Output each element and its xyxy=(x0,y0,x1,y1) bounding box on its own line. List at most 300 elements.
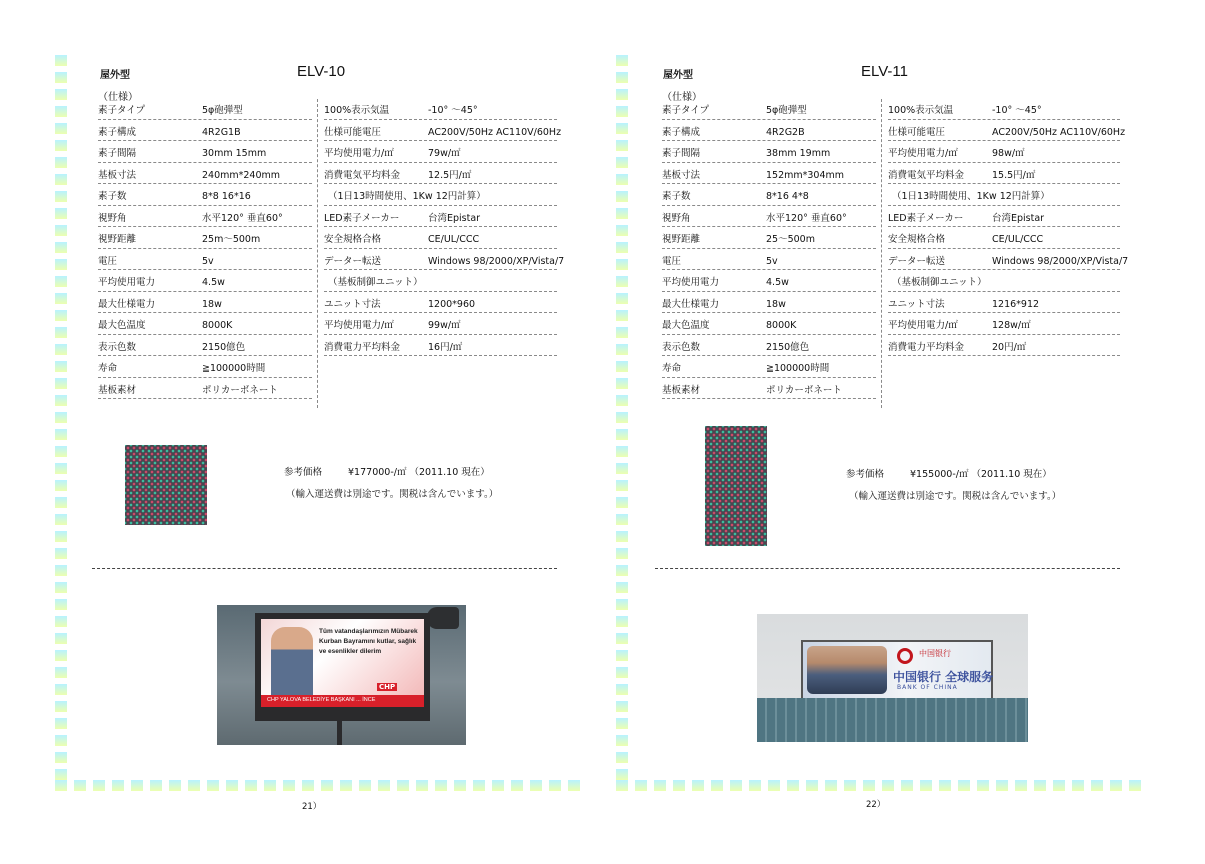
border-square xyxy=(530,780,542,791)
spec-value: 25〜500m xyxy=(766,234,815,245)
border-square xyxy=(996,780,1008,791)
border-square xyxy=(616,582,628,593)
border-square xyxy=(616,293,628,304)
spec-label: 安全規格合格 xyxy=(888,234,946,245)
border-square xyxy=(207,780,219,791)
border-square xyxy=(616,106,628,117)
border-square xyxy=(55,225,67,236)
border-square xyxy=(616,327,628,338)
spec-row xyxy=(324,120,562,142)
price-note: （輸入運送費は別途です。関税は含んでいます。） xyxy=(286,489,499,500)
border-square xyxy=(711,780,723,791)
border-square xyxy=(616,480,628,491)
border-square xyxy=(749,780,761,791)
border-square xyxy=(568,780,580,791)
spec-label: 仕様可能電圧 xyxy=(888,126,946,138)
border-square xyxy=(283,780,295,791)
spec-row xyxy=(324,335,557,357)
spec-row xyxy=(662,292,876,314)
spec-label: 視野角 xyxy=(662,212,691,224)
border-square xyxy=(55,429,67,440)
spec-row xyxy=(662,141,876,163)
spec-value: ポリカーボネート xyxy=(202,384,278,396)
border-square xyxy=(454,780,466,791)
spec-table-right xyxy=(888,98,1129,356)
spec-label: 消費電気平均料金 xyxy=(324,169,401,181)
border-square xyxy=(616,548,628,559)
spec-label: 寿命 xyxy=(98,363,118,374)
border-square xyxy=(616,72,628,83)
spec-label: 平均使用電力 xyxy=(98,277,156,288)
led-module-photo xyxy=(705,426,767,546)
border-square xyxy=(264,780,276,791)
spec-row xyxy=(662,313,876,335)
spec-label: 100%表示気温 xyxy=(324,105,390,116)
spec-value: 18w xyxy=(202,298,222,310)
border-square xyxy=(55,310,67,321)
spec-label: LED素子メーカー xyxy=(324,212,400,224)
border-square xyxy=(55,497,67,508)
install-type: 屋外型 xyxy=(663,70,693,81)
spec-label: 電圧 xyxy=(662,255,682,267)
spec-row xyxy=(662,184,876,206)
border-square xyxy=(55,140,67,151)
border-square xyxy=(616,446,628,457)
spec-label: 平均使用電力/㎡ xyxy=(324,148,394,159)
border-square xyxy=(55,548,67,559)
spec-value: 240mm*240mm xyxy=(202,169,281,181)
install-type: 屋外型 xyxy=(100,70,130,81)
spec-label: （1日13時間使用、1Kw 12円計算） xyxy=(328,191,486,202)
border-square xyxy=(1053,780,1065,791)
spec-table-left xyxy=(662,98,876,399)
spec-value: 8000K xyxy=(766,320,797,331)
border-square xyxy=(245,780,257,791)
spec-label: 平均使用電力/㎡ xyxy=(324,320,394,331)
spec-label: 素子数 xyxy=(662,191,691,202)
spec-value: 98w/㎡ xyxy=(992,148,1025,159)
billboard xyxy=(801,640,993,700)
spec-row xyxy=(98,141,312,163)
spec-value: 25m〜500m xyxy=(202,234,261,245)
section-separator xyxy=(92,568,557,569)
border-square xyxy=(55,72,67,83)
spec-list xyxy=(324,98,565,356)
border-square xyxy=(55,242,67,253)
border-square xyxy=(616,531,628,542)
spec-value: 5v xyxy=(202,255,214,267)
border-square xyxy=(977,780,989,791)
border-square xyxy=(112,780,124,791)
border-square xyxy=(616,89,628,100)
spec-value: Windows 98/2000/XP/Vista/7 xyxy=(992,255,1129,267)
spec-value: 1200*960 xyxy=(428,298,476,310)
price-label: 参考価格 xyxy=(846,469,885,480)
border-square xyxy=(55,293,67,304)
spec-row xyxy=(98,98,312,120)
border-square xyxy=(74,780,86,791)
page-21 xyxy=(0,0,600,864)
installation-photo xyxy=(757,614,1028,742)
spec-value: AC200V/50Hz AC110V/60Hz xyxy=(992,126,1126,138)
spec-table-left xyxy=(98,98,312,399)
border-square xyxy=(806,780,818,791)
spec-row xyxy=(324,227,557,249)
spec-row xyxy=(324,163,557,185)
border-square xyxy=(55,582,67,593)
column-divider xyxy=(881,99,882,408)
spec-value: 30mm 15mm xyxy=(202,148,267,159)
border-square xyxy=(55,412,67,423)
spec-label: 視野距離 xyxy=(98,234,137,245)
spec-value: 8*8 16*16 xyxy=(202,191,251,202)
spec-value: 2150億色 xyxy=(766,341,810,353)
spec-value: 15.5円/㎡ xyxy=(992,169,1036,181)
border-square xyxy=(616,667,628,678)
border-square xyxy=(55,446,67,457)
spec-label: （基板制御ユニット） xyxy=(892,277,987,288)
spec-value: 128w/㎡ xyxy=(992,320,1031,331)
billboard-screen xyxy=(261,619,424,707)
border-square xyxy=(55,395,67,406)
border-square xyxy=(321,780,333,791)
spec-value: 16円/㎡ xyxy=(428,341,463,353)
border-square xyxy=(692,780,704,791)
border-square xyxy=(616,276,628,287)
border-square xyxy=(616,565,628,576)
spec-label: 素子構成 xyxy=(662,126,701,138)
spec-value: 水平120° 垂直60° xyxy=(202,212,283,224)
spec-row xyxy=(98,227,312,249)
spec-row xyxy=(888,292,1120,314)
border-square xyxy=(616,616,628,627)
spec-label: 素子タイプ xyxy=(662,105,710,116)
led-module-photo xyxy=(125,445,207,525)
border-square xyxy=(55,344,67,355)
party-logo: CHP xyxy=(379,683,396,691)
spec-list xyxy=(98,98,312,399)
model-title: ELV-11 xyxy=(861,63,908,80)
spec-value: AC200V/50Hz AC110V/60Hz xyxy=(428,126,562,138)
spec-value: 4.5w xyxy=(202,277,225,288)
border-square xyxy=(188,780,200,791)
spec-label: 基板寸法 xyxy=(662,169,701,181)
border-square xyxy=(55,157,67,168)
border-square xyxy=(55,361,67,372)
border-square xyxy=(55,650,67,661)
spec-value: 4R2G2B xyxy=(766,126,805,138)
spec-row xyxy=(98,313,312,335)
border-square xyxy=(958,780,970,791)
border-square xyxy=(882,780,894,791)
border-square xyxy=(55,123,67,134)
spec-row xyxy=(662,378,876,400)
spec-value: 水平120° 垂直60° xyxy=(766,212,847,224)
border-square xyxy=(616,780,628,791)
spec-heading: （仕様） xyxy=(98,92,138,103)
border-square xyxy=(616,140,628,151)
spec-label: 表示色数 xyxy=(98,341,137,353)
spec-label: 平均使用電力/㎡ xyxy=(888,320,958,331)
spec-label: 仕様可能電圧 xyxy=(324,126,382,138)
spec-label: 表示色数 xyxy=(662,341,701,353)
spec-label: 安全規格合格 xyxy=(324,234,382,245)
spec-row xyxy=(888,270,1120,292)
installation-photo xyxy=(217,605,466,745)
spec-row xyxy=(98,378,312,400)
spec-value: 38mm 19mm xyxy=(766,148,831,159)
spec-value: 8000K xyxy=(202,320,233,331)
border-square xyxy=(55,718,67,729)
border-square xyxy=(55,616,67,627)
spec-row xyxy=(98,249,312,271)
border-square xyxy=(616,752,628,763)
spec-row xyxy=(888,335,1120,357)
spec-row xyxy=(662,163,876,185)
spec-label: 最大仕様電力 xyxy=(98,298,156,310)
spec-value: 2150億色 xyxy=(202,341,246,353)
border-square xyxy=(1034,780,1046,791)
price-label: 参考価格 xyxy=(284,467,323,478)
spec-list xyxy=(662,98,876,399)
spec-row xyxy=(888,249,1129,271)
section-separator xyxy=(655,568,1120,569)
border-square xyxy=(55,667,67,678)
border-square xyxy=(616,463,628,474)
border-square xyxy=(55,463,67,474)
spec-label: 100%表示気温 xyxy=(888,105,954,116)
bank-logo-icon xyxy=(897,648,913,664)
billboard-english: BANK OF CHINA xyxy=(897,684,958,691)
border-square xyxy=(616,378,628,389)
border-square xyxy=(378,780,390,791)
border-square xyxy=(787,780,799,791)
spec-row xyxy=(662,356,876,378)
border-square xyxy=(511,780,523,791)
border-square xyxy=(730,780,742,791)
spec-row xyxy=(662,206,876,228)
border-square xyxy=(616,344,628,355)
border-square xyxy=(616,701,628,712)
border-square xyxy=(549,780,561,791)
spec-value: 8*16 4*8 xyxy=(766,191,809,202)
spec-label: 平均使用電力/㎡ xyxy=(888,148,958,159)
spec-row xyxy=(324,98,557,120)
spec-row xyxy=(662,227,876,249)
border-square xyxy=(55,276,67,287)
spec-value: 79w/㎡ xyxy=(428,148,461,159)
spec-label: 最大仕様電力 xyxy=(662,298,720,310)
spec-label: 消費電力平均料金 xyxy=(888,341,965,353)
spec-row xyxy=(98,270,312,292)
border-square xyxy=(55,684,67,695)
border-square xyxy=(920,780,932,791)
border-square xyxy=(863,780,875,791)
border-square xyxy=(55,55,67,66)
border-square xyxy=(55,769,67,780)
spec-label: 基板素材 xyxy=(662,384,701,396)
spec-row xyxy=(324,313,557,335)
spec-value: 台湾Epistar xyxy=(428,212,481,224)
border-square xyxy=(473,780,485,791)
border-square xyxy=(616,225,628,236)
spec-label: 視野距離 xyxy=(662,234,701,245)
border-square xyxy=(616,684,628,695)
spec-value: 5φ砲弾型 xyxy=(202,105,243,116)
border-square xyxy=(55,259,67,270)
border-square xyxy=(616,174,628,185)
spec-label: （基板制御ユニット） xyxy=(328,277,423,288)
page-number: 22） xyxy=(866,800,886,810)
spec-row xyxy=(324,184,557,206)
border-square xyxy=(55,565,67,576)
spec-row xyxy=(888,313,1120,335)
bank-name: 中国银行 xyxy=(919,649,951,658)
border-square xyxy=(302,780,314,791)
border-square xyxy=(1015,780,1027,791)
spec-row xyxy=(98,184,312,206)
billboard-footer-text: CHP YALOVA BELEDİYE BAŞKANI ... İNCE xyxy=(267,697,376,703)
border-square xyxy=(616,361,628,372)
price-line xyxy=(846,466,1052,480)
spec-value: 18w xyxy=(766,298,786,310)
border-square xyxy=(55,106,67,117)
border-square xyxy=(1072,780,1084,791)
spec-value: 5v xyxy=(766,255,778,267)
border-square xyxy=(825,780,837,791)
border-square xyxy=(1129,780,1141,791)
border-square xyxy=(131,780,143,791)
spec-label: 最大色温度 xyxy=(662,320,710,331)
spec-label: 素子数 xyxy=(98,191,127,202)
border-square xyxy=(55,701,67,712)
spec-value: ≧100000時間 xyxy=(766,363,830,374)
spec-heading: （仕様） xyxy=(662,92,702,103)
spec-row xyxy=(888,227,1120,249)
spec-row xyxy=(98,292,312,314)
spec-label: ユニット寸法 xyxy=(324,298,381,310)
spec-label: 基板寸法 xyxy=(98,169,137,181)
border-square xyxy=(616,395,628,406)
spec-row xyxy=(324,270,557,292)
spec-value: 152mm*304mm xyxy=(766,169,845,181)
spec-label: 平均使用電力 xyxy=(662,277,720,288)
spec-label: 素子間隔 xyxy=(662,148,701,159)
spec-row xyxy=(888,120,1126,142)
border-square xyxy=(844,780,856,791)
border-square xyxy=(55,89,67,100)
border-square xyxy=(616,208,628,219)
spec-label: 視野角 xyxy=(98,212,127,224)
spec-row xyxy=(662,249,876,271)
border-square xyxy=(616,769,628,780)
border-square xyxy=(55,531,67,542)
spec-row xyxy=(662,270,876,292)
column-divider xyxy=(317,99,318,408)
border-square xyxy=(616,599,628,610)
border-square xyxy=(55,514,67,525)
spec-label: 最大色温度 xyxy=(98,320,146,331)
billboard-footer xyxy=(261,695,424,707)
price-value: ¥177000-/㎡ （2011.10 現在） xyxy=(348,467,490,478)
border-square xyxy=(55,599,67,610)
border-square xyxy=(55,174,67,185)
spec-row xyxy=(98,206,312,228)
spec-label: 素子タイプ xyxy=(98,105,146,116)
spec-label: LED素子メーカー xyxy=(888,212,964,224)
border-square xyxy=(616,157,628,168)
border-square xyxy=(492,780,504,791)
spec-value: ポリカーボネート xyxy=(766,384,842,396)
spec-label: 消費電気平均料金 xyxy=(888,169,965,181)
spec-value: 4R2G1B xyxy=(202,126,241,138)
spec-row xyxy=(888,206,1120,228)
border-square xyxy=(1091,780,1103,791)
border-square xyxy=(435,780,447,791)
border-square xyxy=(768,780,780,791)
spec-value: 20円/㎡ xyxy=(992,341,1027,353)
border-square xyxy=(616,310,628,321)
spec-label: 消費電力平均料金 xyxy=(324,341,401,353)
border-square xyxy=(616,55,628,66)
spec-row xyxy=(324,292,557,314)
border-square xyxy=(55,378,67,389)
billboard-frame xyxy=(255,613,430,721)
floodlight xyxy=(427,607,459,629)
billboard-message: Tüm vatandaşlarımızın Mübarek Kurban Bayramını kutlar, sağlık ve esenlikler dilerim xyxy=(319,628,418,655)
spec-value: 1216*912 xyxy=(992,298,1040,310)
spec-row xyxy=(98,163,312,185)
border-square xyxy=(616,191,628,202)
spec-row xyxy=(662,335,876,357)
spec-value: CE/UL/CCC xyxy=(992,234,1044,245)
border-square xyxy=(616,242,628,253)
border-square xyxy=(340,780,352,791)
spec-label: ユニット寸法 xyxy=(888,298,945,310)
price-line xyxy=(284,464,490,478)
spec-label: 寿命 xyxy=(662,363,682,374)
border-square xyxy=(616,123,628,134)
spec-value: 12.5円/㎡ xyxy=(428,169,472,181)
border-square xyxy=(901,780,913,791)
border-square xyxy=(55,191,67,202)
border-square xyxy=(397,780,409,791)
spec-value: 台湾Epistar xyxy=(992,212,1045,224)
spec-label: 電圧 xyxy=(98,255,118,267)
border-square xyxy=(416,780,428,791)
billboard-slogan: 中国银行 全球服务 xyxy=(893,670,994,684)
spec-label: データー転送 xyxy=(324,255,382,267)
spec-label: データー転送 xyxy=(888,255,946,267)
border-square xyxy=(673,780,685,791)
spec-value: ≧100000時間 xyxy=(202,363,266,374)
spec-row xyxy=(98,356,312,378)
border-square xyxy=(616,633,628,644)
spec-row xyxy=(888,163,1120,185)
border-square xyxy=(654,780,666,791)
people-graphic xyxy=(807,646,887,694)
building xyxy=(757,698,1028,742)
border-square xyxy=(55,780,67,791)
border-square xyxy=(616,412,628,423)
spec-row xyxy=(324,141,557,163)
spec-label: 素子間隔 xyxy=(98,148,137,159)
border-square xyxy=(939,780,951,791)
spec-row xyxy=(888,184,1120,206)
border-square xyxy=(1110,780,1122,791)
border-square xyxy=(55,208,67,219)
spec-list xyxy=(888,98,1129,356)
